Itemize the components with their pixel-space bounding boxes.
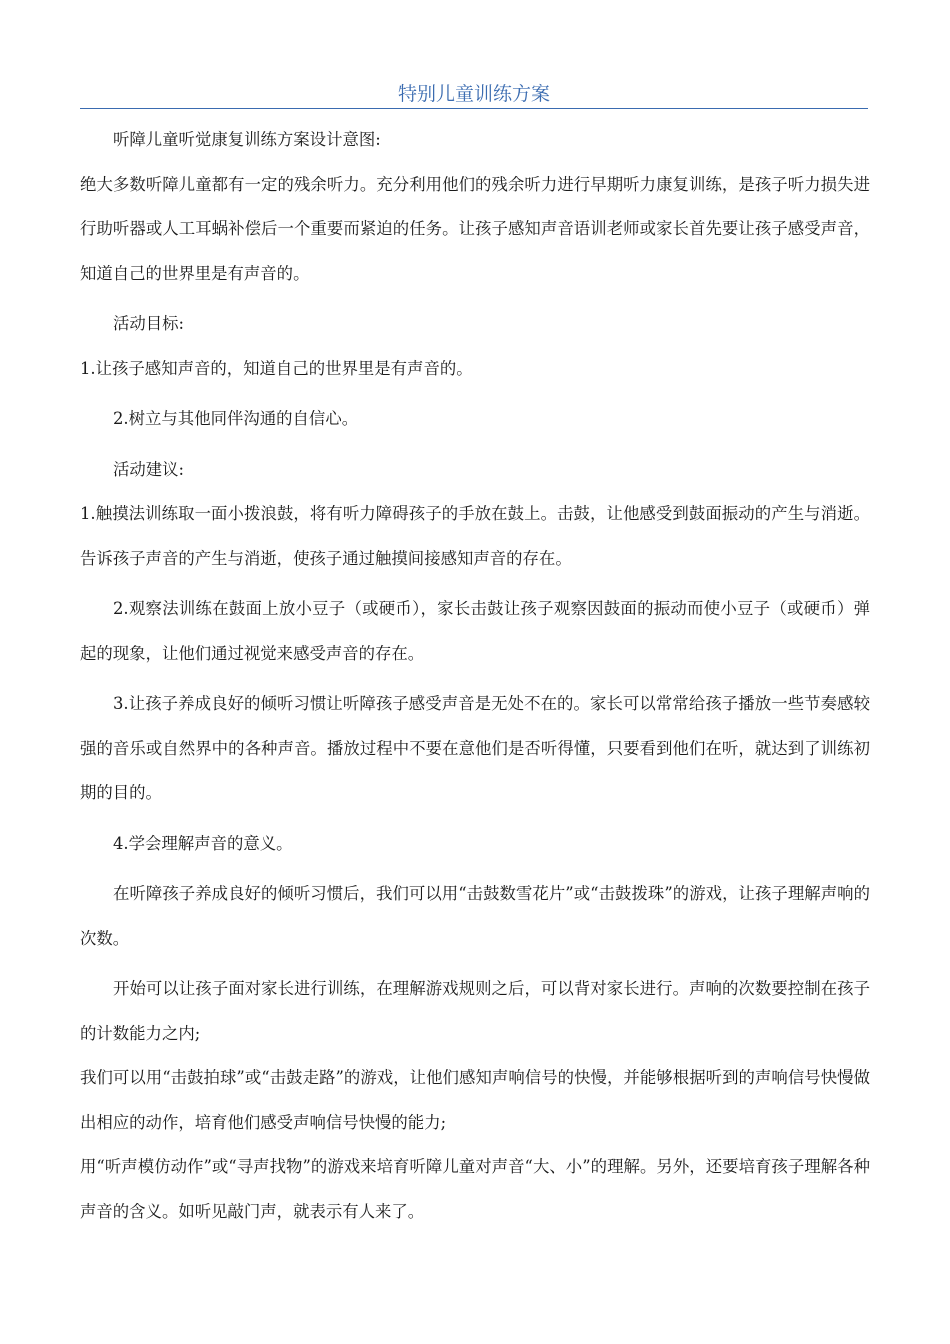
paragraph-suggestion-1: 1.触摸法训练取一面小拨浪鼓，将有听力障碍孩子的手放在鼓上。击鼓，让他感受到鼓面振动的产生与消逝。告诉孩子声音的产生与消逝，使孩子通过触摸间接感知声音的存在。 <box>80 504 870 568</box>
paragraph-design-intent: 绝大多数听障儿童都有一定的残余听力。充分利用他们的残余听力进行早期听力康复训练，是孩子听力损失进行助听器或人工耳蜗补偿后一个重要而紧迫的任务。让孩子感知声音语训老师或家长首先要让孩子感受声音，知道自己的世界里是有声音的。 <box>80 174 870 283</box>
paragraph-goal-1: 1.让孩子感知声音的，知道自己的世界里是有声音的。 <box>80 358 473 378</box>
document-title: 特别儿童训练方案 <box>397 83 550 105</box>
paragraph-goal-2: 2.树立与其他同伴沟通的自信心。 <box>113 409 359 428</box>
paragraph-volume-game: 用“听声模仿动作”或“寻声找物”的游戏来培育听障儿童对声音“大、小”的理解。另外，还要培育孩子理解各种声音的含义。如听见敲门声，就表示有人来了。 <box>80 1157 870 1221</box>
paragraph-suggestion-3: 3.让孩子养成良好的倾听习惯让听障孩子感受声音是无处不在的。家长可以常常给孩子播放一些节奏感较强的音乐或自然界中的各种声音。播放过程中不要在意他们是否听得懂，只要看到他们在听，就达到了训练初期的目的。 <box>80 694 870 802</box>
title-divider <box>80 108 868 109</box>
paragraph-speed-game: 我们可以用“击鼓拍球”或“击鼓走路”的游戏，让他们感知声响信号的快慢，并能够根据听到的声响信号快慢做出相应的动作，培育他们感受声响信号快慢的能力; <box>80 1068 870 1132</box>
paragraph-training-order: 开始可以让孩子面对家长进行训练，在理解游戏规则之后，可以背对家长进行。声响的次数要控制在孩子的计数能力之内; <box>80 979 870 1043</box>
paragraph-count-game: 在听障孩子养成良好的倾听习惯后，我们可以用“击鼓数雪花片”或“击鼓拨珠”的游戏，让孩子理解声响的次数。 <box>80 884 870 948</box>
document-body <box>80 118 870 1234</box>
paragraph-design-intent-heading: 听障儿童听觉康复训练方案设计意图: <box>113 130 381 149</box>
paragraph-goals-heading: 活动目标: <box>113 314 185 333</box>
paragraph-suggestions-heading: 活动建议: <box>113 459 185 479</box>
paragraph-suggestion-2: 2.观察法训练在鼓面上放小豆子（或硬币），家长击鼓让孩子观察因鼓面的振动而使小豆子（或硬币）弹起的现象，让他们通过视觉来感受声音的存在。 <box>80 599 870 663</box>
paragraph-suggestion-4: 4.学会理解声音的意义。 <box>113 833 293 853</box>
